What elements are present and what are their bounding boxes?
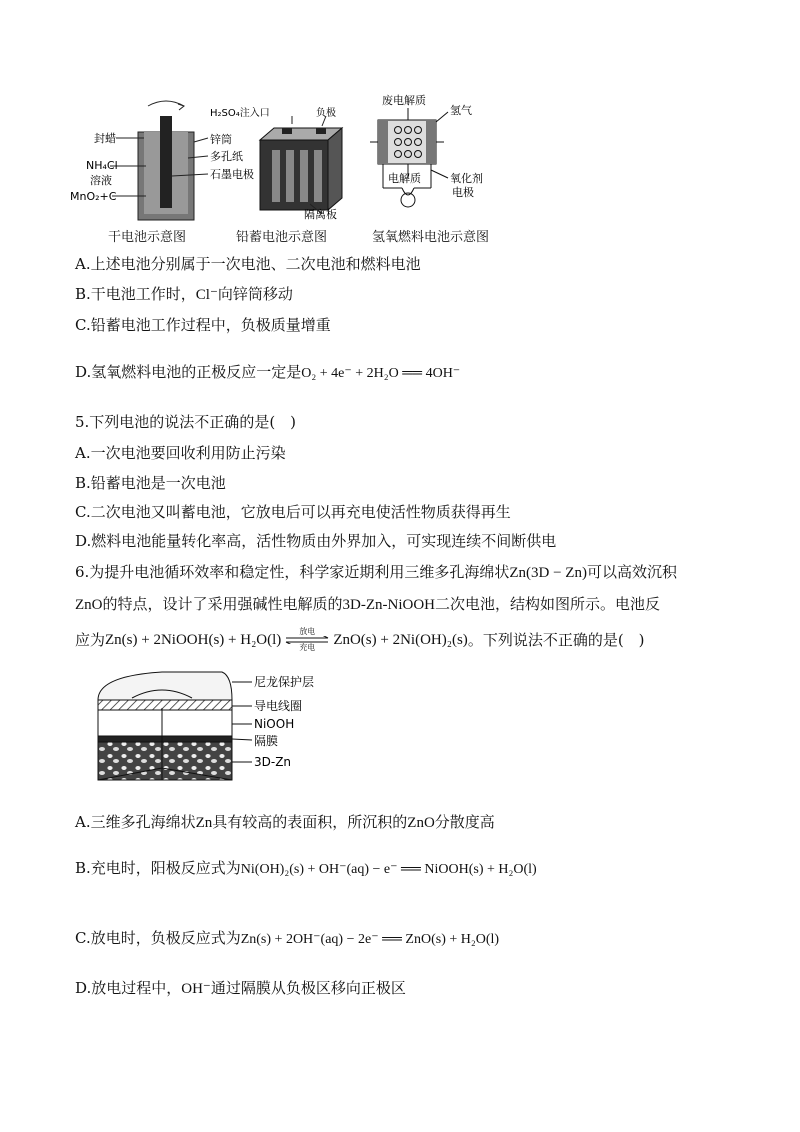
q6-stem-line1-pre: 6.为提升电池循环效率和稳定性，科学家近期利用三维多孔海绵状	[75, 563, 510, 581]
q4-option-d	[75, 362, 460, 384]
q6-stem-line2	[75, 594, 660, 615]
lead-acid-diagram	[260, 116, 342, 214]
q4-option-b	[75, 284, 293, 305]
q5-option-c: C.二次电池又叫蓄电池，它放电后可以再充电使活性物质获得再生	[75, 503, 511, 521]
figure-label-3dzn: 3D-Zn	[254, 755, 292, 769]
q6-option-c-pre: C.放电时，负极反应式为	[75, 929, 241, 947]
q6-option-a-pre: A.三维多孔海绵状	[75, 813, 196, 831]
dry-cell-label-nh4cl: NH₄Cl	[86, 159, 118, 172]
lead-acid-label-separator: 隔离板	[304, 208, 337, 221]
q6-option-d	[75, 978, 406, 999]
q6-option-a-zno: ZnO	[407, 815, 435, 831]
q6-option-a-post: 分散度高	[434, 813, 495, 831]
q5-option-d: D.燃料电池能量转化率高，活性物质由外界加入，可实现连续不间断供电	[75, 532, 557, 550]
q6-stem-line1	[75, 562, 677, 583]
dry-cell-label-solution: 溶液	[90, 174, 112, 187]
q6-stem-line2-post: 二次电池，结构如图所示。电池反	[435, 595, 661, 613]
q4-option-b-post: 向锌筒移动	[217, 285, 293, 303]
q6-stem-line2-text: 的特点，设计了采用强碱性电解质的	[102, 595, 343, 613]
q6-option-d-post: 通过隔膜从负极区移向正极区	[210, 979, 406, 997]
3d-zn-nioh-battery-diagram	[92, 668, 332, 798]
q6-option-b-pre: B.充电时，阳极反应式为	[75, 859, 241, 877]
q4-option-d-equation: O₂ + 4e⁻ + 2H₂O ══ 4OH⁻	[301, 366, 461, 381]
q4-option-c: C.铅蓄电池工作过程中，负极质量增重	[75, 316, 331, 334]
fuel-cell-label-electrolyte: 电解质	[388, 172, 421, 185]
q5-option-a: A.一次电池要回收利用防止污染	[75, 444, 286, 462]
fuel-cell-label-oxidant: 氧化剂	[450, 172, 483, 185]
figure-label-membrane: 隔膜	[254, 734, 279, 748]
q6-arrow-charge: 充电	[299, 643, 316, 652]
lead-acid-caption: 铅蓄电池示意图	[236, 230, 328, 245]
q6-option-c-equation: Zn(s) + 2OH⁻(aq) − 2e⁻ ══ ZnO(s) + H₂O(l)	[240, 932, 500, 947]
q6-option-c	[75, 928, 499, 950]
q6-stem-line3	[75, 628, 645, 652]
q6-stem-line3-post: 。下列说法不正确的是( )	[467, 631, 645, 649]
dry-cell-label-wax: 封蜡	[94, 132, 116, 145]
q5-stem: 5.下列电池的说法不正确的是( )	[75, 413, 297, 431]
q4-option-b-ion: Cl⁻	[195, 287, 218, 303]
dry-cell-label-paper: 多孔纸	[210, 150, 243, 163]
fuel-cell-diagram	[370, 108, 448, 207]
q6-option-b	[75, 858, 537, 880]
dry-cell-label-zinc: 锌筒	[210, 133, 232, 146]
q6-equation-left: Zn(s) + 2NiOOH(s) + H₂O(l)	[105, 632, 282, 648]
q6-stem-formula-zno: ZnO	[75, 597, 103, 613]
q4-option-a: A.上述电池分别属于一次电池、二次电池和燃料电池	[75, 255, 421, 273]
fuel-cell-label-electrode: 电极	[452, 186, 474, 199]
q6-option-b-equation: Ni(OH)₂(s) + OH⁻(aq) − e⁻ ══ NiOOH(s) + H₂O(l)	[240, 862, 537, 877]
dry-cell-diagram	[110, 101, 208, 220]
q6-option-d-ion: OH⁻	[181, 981, 211, 997]
q6-stem-formula-3dzn: 3D-Zn-NiOOH	[342, 597, 435, 613]
dry-cell-caption: 干电池示意图	[108, 230, 187, 245]
q6-stem-formula-zn3d: Zn(3D − Zn)	[509, 565, 587, 581]
q6-reversible-arrow	[284, 628, 330, 652]
figure-label-nylon: 尼龙保护层	[254, 675, 315, 689]
q6-arrow-discharge: 放电	[299, 627, 316, 636]
lead-acid-label-negative: 负极	[316, 108, 336, 119]
figure-label-coil: 导电线圈	[254, 699, 303, 713]
dry-cell-label-mno2: MnO₂+C	[70, 190, 117, 203]
fuel-cell-label-hydrogen: 氢气	[450, 104, 472, 117]
q6-option-a-mid: 具有较高的表面积，所沉积的	[212, 813, 408, 831]
q6-option-d-pre: D.放电过程中，	[75, 979, 182, 997]
q6-equation-right: ZnO(s) + 2Ni(OH)₂(s)	[333, 632, 468, 648]
figure-label-niooh: NiOOH	[254, 717, 295, 731]
q6-option-a-zn: Zn	[195, 815, 213, 831]
q5-option-b: B.铅蓄电池是一次电池	[75, 474, 226, 492]
q4-option-b-pre: B.干电池工作时，	[75, 285, 196, 303]
dry-cell-label-graphite: 石墨电极	[210, 168, 254, 181]
q6-stem-line3-pre: 应为	[75, 631, 106, 649]
q6-stem-line1-post: 可以高效沉积	[586, 563, 677, 581]
lead-acid-label-inlet: H₂SO₄注入口	[210, 108, 270, 119]
fuel-cell-caption: 氢氧燃料电池示意图	[372, 230, 490, 245]
q4-option-d-pre: D.氢氧燃料电池的正极反应一定是	[75, 363, 302, 381]
q6-option-a	[75, 812, 495, 833]
fuel-cell-label-waste: 废电解质	[382, 94, 426, 107]
